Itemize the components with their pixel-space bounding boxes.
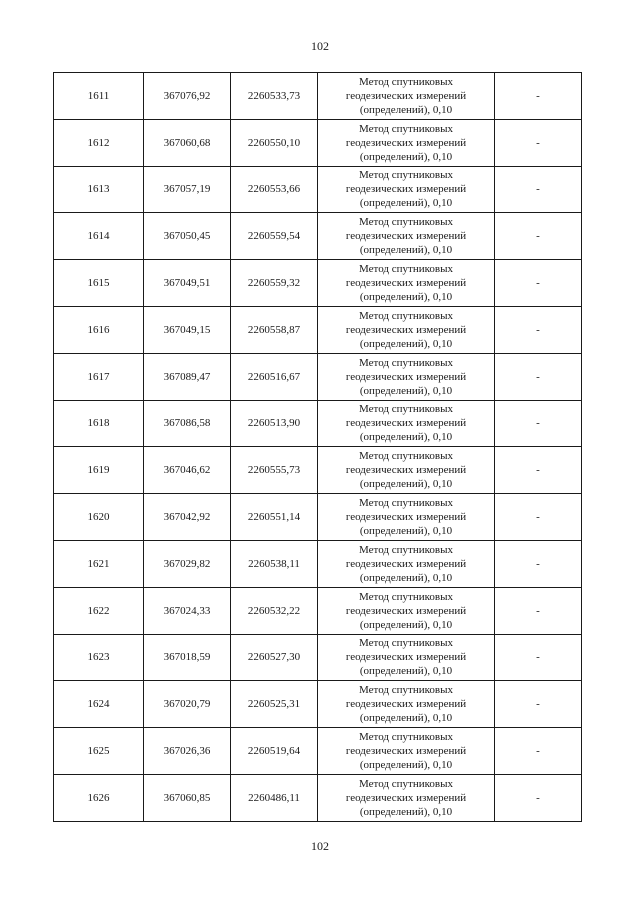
note-cell: -: [495, 260, 582, 307]
point-number-cell: 1621: [54, 540, 144, 587]
method-line: геодезических измерений: [345, 651, 467, 664]
method-cell: [318, 260, 495, 307]
point-number-cell: 1626: [54, 774, 144, 821]
coordinates-table-body: [54, 73, 582, 822]
table-row: [54, 400, 582, 447]
method-line: геодезических измерений: [345, 230, 467, 243]
coordinate-y-cell: 2260558,87: [231, 306, 318, 353]
note-cell: -: [495, 587, 582, 634]
coordinate-x-cell: 367018,59: [144, 634, 231, 681]
method-cell: [318, 73, 495, 120]
method-line: (определений), 0,10: [359, 244, 453, 257]
method-line: геодезических измерений: [345, 277, 467, 290]
coordinate-x-cell: 367050,45: [144, 213, 231, 260]
coordinate-x-cell: 367046,62: [144, 447, 231, 494]
point-number-cell: 1612: [54, 119, 144, 166]
note-cell: -: [495, 306, 582, 353]
coordinate-x-cell: 367076,92: [144, 73, 231, 120]
method-line: Метод спутниковых: [359, 216, 453, 229]
method-line: геодезических измерений: [345, 604, 467, 617]
table-row: [54, 774, 582, 821]
point-number-cell: 1614: [54, 213, 144, 260]
note-cell: -: [495, 728, 582, 775]
method-line: Метод спутниковых: [359, 75, 453, 88]
method-cell: [318, 166, 495, 213]
method-cell: [318, 634, 495, 681]
table-row: [54, 119, 582, 166]
method-line: геодезических измерений: [345, 745, 467, 758]
coordinate-y-cell: 2260559,32: [231, 260, 318, 307]
method-line: Метод спутниковых: [359, 543, 453, 556]
method-cell: [318, 587, 495, 634]
method-line: (определений), 0,10: [359, 478, 453, 491]
method-line: Метод спутниковых: [359, 497, 453, 510]
method-line: (определений), 0,10: [359, 103, 453, 116]
method-line: (определений), 0,10: [359, 197, 453, 210]
note-cell: -: [495, 447, 582, 494]
page-number-bottom: 102: [311, 839, 329, 853]
coordinate-x-cell: 367020,79: [144, 681, 231, 728]
coordinate-x-cell: 367049,51: [144, 260, 231, 307]
method-line: геодезических измерений: [345, 183, 467, 196]
point-number-cell: 1617: [54, 353, 144, 400]
note-cell: -: [495, 353, 582, 400]
coordinate-y-cell: 2260516,67: [231, 353, 318, 400]
method-cell: [318, 353, 495, 400]
method-line: геодезических измерений: [345, 89, 467, 102]
method-cell: [318, 306, 495, 353]
method-cell: [318, 494, 495, 541]
method-line: геодезических измерений: [345, 370, 467, 383]
table-row: [54, 213, 582, 260]
method-line: (определений), 0,10: [359, 525, 453, 538]
method-line: Метод спутниковых: [359, 684, 453, 697]
point-number-cell: 1618: [54, 400, 144, 447]
coordinate-x-cell: 367060,68: [144, 119, 231, 166]
method-line: Метод спутниковых: [359, 450, 453, 463]
coordinate-x-cell: 367049,15: [144, 306, 231, 353]
method-cell: [318, 447, 495, 494]
method-line: (определений), 0,10: [359, 431, 453, 444]
method-line: (определений), 0,10: [359, 291, 453, 304]
method-cell: [318, 119, 495, 166]
coordinate-y-cell: 2260555,73: [231, 447, 318, 494]
point-number-cell: 1622: [54, 587, 144, 634]
point-number-cell: 1619: [54, 447, 144, 494]
coordinate-x-cell: 367089,47: [144, 353, 231, 400]
method-line: Метод спутниковых: [359, 590, 453, 603]
note-cell: -: [495, 166, 582, 213]
coordinate-y-cell: 2260519,64: [231, 728, 318, 775]
method-line: геодезических измерений: [345, 511, 467, 524]
method-cell: [318, 728, 495, 775]
coordinate-y-cell: 2260538,11: [231, 540, 318, 587]
method-line: (определений), 0,10: [359, 805, 453, 818]
coordinate-y-cell: 2260553,66: [231, 166, 318, 213]
table-row: [54, 728, 582, 775]
method-line: (определений), 0,10: [359, 571, 453, 584]
coordinate-x-cell: 367057,19: [144, 166, 231, 213]
point-number-cell: 1616: [54, 306, 144, 353]
point-number-cell: 1624: [54, 681, 144, 728]
method-line: Метод спутниковых: [359, 122, 453, 135]
method-cell: [318, 540, 495, 587]
method-line: Метод спутниковых: [359, 309, 453, 322]
method-line: геодезических измерений: [345, 464, 467, 477]
coordinate-y-cell: 2260532,22: [231, 587, 318, 634]
method-line: геодезических измерений: [345, 417, 467, 430]
coordinate-y-cell: 2260551,14: [231, 494, 318, 541]
method-line: Метод спутниковых: [359, 777, 453, 790]
point-number-cell: 1623: [54, 634, 144, 681]
coordinate-x-cell: 367060,85: [144, 774, 231, 821]
point-number-cell: 1625: [54, 728, 144, 775]
method-line: геодезических измерений: [345, 136, 467, 149]
method-line: Метод спутниковых: [359, 263, 453, 276]
method-line: (определений), 0,10: [359, 384, 453, 397]
coordinate-y-cell: 2260559,54: [231, 213, 318, 260]
coordinate-y-cell: 2260525,31: [231, 681, 318, 728]
point-number-cell: 1613: [54, 166, 144, 213]
point-number-cell: 1615: [54, 260, 144, 307]
table-row: [54, 634, 582, 681]
method-line: Метод спутниковых: [359, 731, 453, 744]
method-cell: [318, 213, 495, 260]
method-line: геодезических измерений: [345, 698, 467, 711]
method-line: (определений), 0,10: [359, 150, 453, 163]
coordinate-x-cell: 367029,82: [144, 540, 231, 587]
note-cell: -: [495, 681, 582, 728]
method-line: (определений), 0,10: [359, 759, 453, 772]
note-cell: -: [495, 494, 582, 541]
coordinate-y-cell: 2260533,73: [231, 73, 318, 120]
coordinate-x-cell: 367026,36: [144, 728, 231, 775]
point-number-cell: 1611: [54, 73, 144, 120]
coordinate-y-cell: 2260513,90: [231, 400, 318, 447]
method-line: (определений), 0,10: [359, 665, 453, 678]
method-line: геодезических измерений: [345, 323, 467, 336]
note-cell: -: [495, 73, 582, 120]
point-number-cell: 1620: [54, 494, 144, 541]
table-row: [54, 73, 582, 120]
method-line: геодезических измерений: [345, 791, 467, 804]
coordinate-x-cell: 367042,92: [144, 494, 231, 541]
method-line: геодезических измерений: [345, 557, 467, 570]
table-row: [54, 306, 582, 353]
coordinate-y-cell: 2260527,30: [231, 634, 318, 681]
note-cell: -: [495, 213, 582, 260]
table-row: [54, 353, 582, 400]
method-cell: [318, 774, 495, 821]
method-line: Метод спутниковых: [359, 637, 453, 650]
method-cell: [318, 681, 495, 728]
table-row: [54, 587, 582, 634]
coordinate-x-cell: 367024,33: [144, 587, 231, 634]
method-line: Метод спутниковых: [359, 169, 453, 182]
note-cell: -: [495, 774, 582, 821]
method-line: Метод спутниковых: [359, 403, 453, 416]
table-row: [54, 494, 582, 541]
coordinates-table: [53, 72, 582, 822]
page-number-top: 102: [311, 39, 329, 53]
coordinate-y-cell: 2260550,10: [231, 119, 318, 166]
method-line: (определений), 0,10: [359, 618, 453, 631]
note-cell: -: [495, 400, 582, 447]
method-line: (определений), 0,10: [359, 337, 453, 350]
method-cell: [318, 400, 495, 447]
coordinate-y-cell: 2260486,11: [231, 774, 318, 821]
table-row: [54, 260, 582, 307]
note-cell: -: [495, 119, 582, 166]
table-row: [54, 540, 582, 587]
table-row: [54, 447, 582, 494]
coordinate-x-cell: 367086,58: [144, 400, 231, 447]
note-cell: -: [495, 540, 582, 587]
table-row: [54, 166, 582, 213]
method-line: Метод спутниковых: [359, 356, 453, 369]
note-cell: -: [495, 634, 582, 681]
method-line: (определений), 0,10: [359, 712, 453, 725]
table-row: [54, 681, 582, 728]
